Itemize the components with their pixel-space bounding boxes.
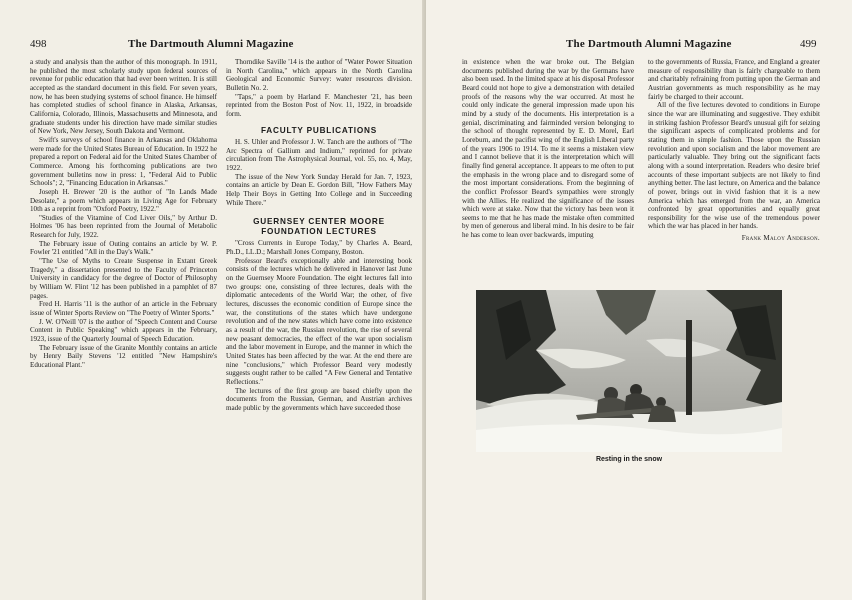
paragraph: a study and analysis than the author of this monograph. In 1911, he published the most scholarly study upon federal sources of revenue for public education that had ever been written. It is still accepted as the standard document in this field. For seven years, now, he has been studying systems of school finance. He himself has completed studies of school finance in Alaska, Arkansas, California, Colorado, Illinois, Massachusetts and Minnesota, and graduate students under his direction have made similar studies of New York, New Jersey, South Dakota and Vermont. [30, 58, 217, 136]
right-column-1 [462, 58, 634, 240]
author-signature: Frank Maloy Anderson. [741, 234, 820, 243]
snow-photograph [476, 290, 782, 452]
paragraph: Thorndike Saville '14 is the author of "Water Power Situation in North Carolina," which appears in the North Carolina Geological and Economic Survey: water resources division. Bulletin No. 2. [226, 58, 412, 92]
right-column-2 [648, 58, 820, 243]
paragraph: Professor Beard's exceptionally able and interesting book consists of the lectures which he delivered in Hanover last June on the Guernsey Moore Foundation. The eight lectures fall into two groups: one, consisting of three lectures, deals with the diplomatic antecedents of the World War; the other, of five lectures, discusses the economic condition of Europe since the war, the constitutions of the states which have undergone revolution and of the new states which have come into existence as a result of the war, the Russian revolution, the rise of several new peasant democracies, the effect of the war upon socialism and the labor movement in Europe, and the manner in which the United States has been affected by the war. At the end there are nine "conclusions," which Professor Beard very modestly suggests ought rather to be called "A Few General and Tentative Reflections." [226, 256, 412, 386]
paragraph: Joseph H. Brewer '20 is the author of "In Lands Made Desolate," a poem which appears in Living Age for February 10th as a reprint from "Oxford Poetry, 1922." [30, 187, 217, 214]
paragraph: "Studies of the Vitamine of Cod Liver Oils," by Arthur D. Holmes '06 has been reprinted from the Journal of Metabolic Research for July, 1922. [30, 213, 217, 240]
paragraph: "Taps," a poem by Harland F. Manchester '21, has been reprinted from the Boston Post of Nov. 11, 1922, in broadside form. [226, 92, 412, 118]
snow-scene-image [476, 290, 782, 452]
left-column-1 [30, 58, 217, 370]
right-page-number: 499 [800, 38, 817, 50]
paragraph: All of the five lectures devoted to conditions in Europe since the war are illuminating and suggestive. They exhibit in striking fashion Professor Beard's unusual gift for seizing the significant aspects of complicated problems and for stating them in simple fashion. Those upon the Russian revolution and upon socialism and the labor movement are particularly valuable. They bring out the significant facts along with a sound interpretation. Readers who desire brief accounts of these important subjects are not likely to find anything better. The last lecture, on America and the balance of power, brings out in vivid fashion that it is a new America which has emerged from the war, an America confronted by great opportunities and equally great responsibility for the wise use of the tremendous power which the war has placed in her hands. [648, 101, 820, 231]
paragraph: to the governments of Russia, France, and England a greater measure of responsibility than is fairly chargeable to them and charitably refraining from putting upon the German and Austrian governments as much responsibility as he may fairly be charged to their account. [648, 58, 820, 101]
left-running-header: The Dartmouth Alumni Magazine [128, 38, 294, 50]
paragraph: Swift's surveys of school finance in Arkansas and Oklahoma were made for the United States Bureau of Education. In 1922 he prepared a report on Federal aid for the United States Chamber of Commerce. Among his forthcoming publications are two government bulletins now in press: 1, "Federal Aid to Public Schools"; 2, "Financing Education in Arkansas." [30, 135, 217, 188]
paragraph: J. W. O'Neill '07 is the author of "Speech Content and Course Content in Public Speaking" which appears in the February, 1923, issue of the Quarterly Journal of Speech Education. [30, 317, 217, 343]
paragraph: H. S. Uhler and Professor J. W. Tanch are the authors of "The Arc Spectra of Gallium and Indium," reprinted for private circulation from The Astrophysical Journal, vol. 55, no. 4, May, 1922. [226, 138, 412, 173]
paragraph: The February issue of Outing contains an article by W. P. Fowler '21 entitled "All in the Day's Walk." [30, 239, 217, 257]
right-page [426, 0, 852, 600]
paragraph: Fred H. Harris '11 is the author of an article in the February issue of Winter Sports Review on "The Poetry of Winter Sports." [30, 300, 217, 318]
left-page-number: 498 [30, 38, 47, 50]
guernsey-heading-line1: GUERNSEY CENTER MOORE [253, 217, 385, 227]
guernsey-heading [226, 217, 412, 236]
paragraph: "The Use of Myths to Create Suspense in Extant Greek Tragedy," a dissertation presented to the Faculty of Princeton University in candidacy for the degree of Doctor of Philosophy by William W. Flint '12 has been published in a pamphlet of 87 pages. [30, 257, 217, 300]
paragraph: The lectures of the first group are based chiefly upon the documents from the Russian, German, and Austrian archives made public by the governments which have succeeded those [226, 386, 412, 412]
guernsey-heading-line2: FOUNDATION LECTURES [261, 226, 377, 236]
paragraph: The February issue of the Granite Monthly contains an article by Henry Baily Stevens '12 entitled "New Hampshire's Educational Plant." [30, 343, 217, 369]
paragraph: "Cross Currents in Europe Today," by Charles A. Beard, Ph.D., LL.D.; Marshall Jones Company, Boston. [226, 239, 412, 256]
paragraph: The issue of the New York Sunday Herald for Jan. 7, 1923, contains an article by Dean E. Gordon Bill, "How Fathers May Help Their Boys in Getting Into College and in Succeeding While There." [226, 172, 412, 207]
left-column-2 [226, 58, 412, 412]
right-running-header: The Dartmouth Alumni Magazine [566, 38, 732, 50]
photo-caption: Resting in the snow [595, 456, 663, 463]
paragraph: in existence when the war broke out. The Belgian documents published during the war by the Germans have also been used. In the limited space at his disposal Professor Beard could not hope to give a demonstration with detailed proofs of the reasons why the war occurred. At most he could only indicate the general impression made upon his mind by a study of the documents. His interpretation is a genial, discriminating and fairminded version belonging to the school of thought represented by E. D. Morel, Earl Loreburn, and the pacifist wing of the English Liberal party of the years 1906 to 1914. To me it seems a mistaken view and I cannot believe that it is the interpretation which will finally find general acceptance. It appears to me often to put the emphasis in the wrong place and to disregard some of the most important considerations. From the beginning of the conflict Professor Beard's sympathies were strongly with the Allies. He realized the significance of the issues which were at stake. Now that the victory has been won it seems to me that he has made the mistake often committed by men of generous and liberal mind. In his desire to be fair he has come to lean over backwards, imputing [462, 58, 634, 240]
faculty-publications-heading: FACULTY PUBLICATIONS [260, 125, 378, 135]
